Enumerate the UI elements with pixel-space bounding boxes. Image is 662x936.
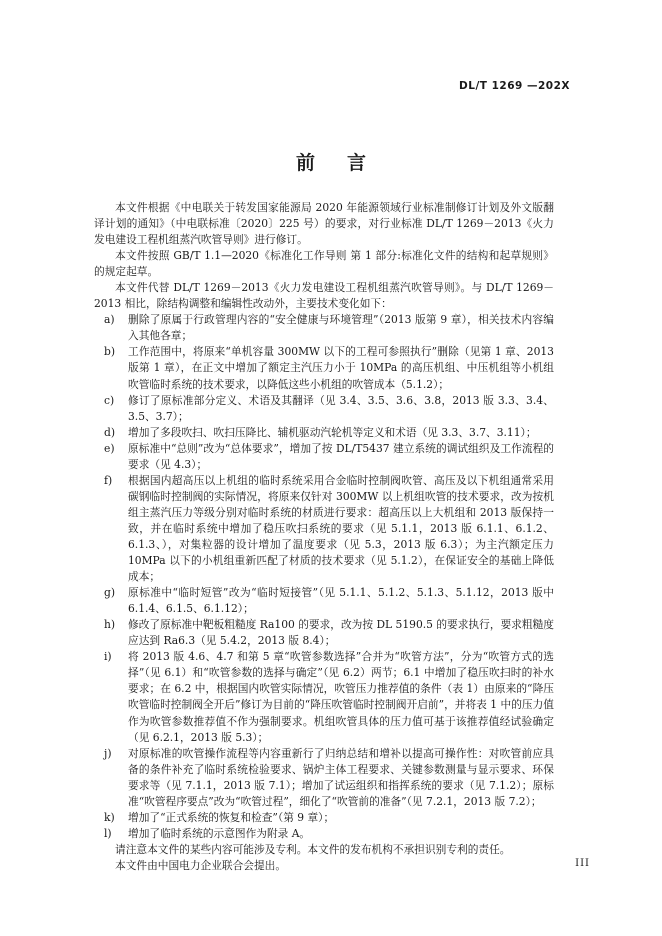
change-item-label: e) bbox=[104, 441, 115, 455]
closing-paragraph: 本文件由中国电力企业联合会提出。 bbox=[115, 858, 287, 872]
change-item-text: 增加了临时系统的示意图作为附录 A。 bbox=[128, 826, 311, 840]
change-item bbox=[94, 649, 554, 745]
change-item-label: f) bbox=[104, 473, 113, 487]
change-item-text: 对原标准的吹管操作流程等内容重新行了归纳总结和增补以提高可操作性：对吹管前应具备的条件补充了临时系统检验要求、锅炉主体工程要求、关键参数测量与显示要求、环保要求等（见 7.1.1，2013 版 7.1）；增加了试运组织和指挥系统的要求（见 7.1.2）；原标准“吹管程序要点”改为“吹管过程”，细化了“吹管前的准备”（见 7.2.1，2013 版 7.2）； bbox=[128, 746, 554, 808]
change-item-text: 增加了多段吹扫、吹扫压降比、辅机驱动汽轮机等定义和术语（见 3.3、3.7、3.11）； bbox=[128, 425, 537, 439]
change-item-text: 根据国内超高压以上机组的临时系统采用合金临时控制阀吹管、高压及以下机组通常采用碳钢临时控制阀的实际情况，将原来仅针对 300MW 以上机组吹管的技术要求，改为按机组主蒸汽压力等级分别对临时系统的材质进行要求：超高压以上大机组和 2013 版保持一致，并在临时系统中增加了稳压吹扫系统的要求（见 5.1.1，2013 版 6.1.1、6.1.2、6.1.3、），对集粒器的设计增加了温度要求（见 5.3，2013 版 6.3）；为主汽额定压力 10MPa 以下的小机组重新匹配了材质的技术要求（见 5.1.2），在保证安全的基础上降低成本； bbox=[128, 473, 554, 584]
change-item bbox=[94, 473, 554, 585]
change-item-label: k) bbox=[104, 810, 115, 824]
change-item-label: j) bbox=[104, 746, 112, 760]
change-item-label: c) bbox=[104, 393, 115, 407]
change-item bbox=[94, 344, 554, 392]
change-item-text: 将 2013 版 4.6、4.7 和第 5 章“吹管参数选择”合并为“吹管方法”，分为“吹管方式的选择”（见 6.1）和“吹管参数的选择与确定”（见 6.2）两节；6.1 中增加了稳压吹扫时的补水要求；在 6.2 中，根据国内吹管实际情况，吹管压力推荐值的条件（表 1）由原来的“降压吹管临时控制阀全开后”修订为目前的“降压吹管临时控制阀开启前”，并将表 1 中的压力值作为吹管参数推荐值不作为强制要求。机组吹管具体的压力值可基于该推荐值经试验确定（见 6.2.1，2013 版 5.3）； bbox=[128, 650, 554, 744]
change-item bbox=[94, 826, 554, 842]
change-item bbox=[94, 441, 554, 473]
change-item bbox=[94, 585, 554, 617]
change-item-text: 原标准中“总则”改为“总体要求”，增加了按 DL/T5437 建立系统的调试组织及工作流程的要求（见 4.3）； bbox=[128, 441, 554, 471]
change-item bbox=[94, 810, 554, 826]
closing-paragraph: 请注意本文件的某些内容可能涉及专利。本文件的发布机构不承担识别专利的责任。 bbox=[115, 842, 511, 856]
intro-paragraph: 本文件代替 DL/T 1269－2013《火力发电建设工程机组蒸汽吹管导则》。与 DL/T 1269－2013 相比，除结构调整和编辑性改动外，主要技术变化如下： bbox=[94, 281, 554, 311]
intro-paragraph: 本文件根据《中电联关于转发国家能源局 2020 年能源领域行业标准制修订计划及外文版翻译计划的通知》（中电联标准〔2020〕225 号）的要求，对行业标准 DL/T 1269－2013《火力发电建设工程机组蒸汽吹管导则》进行修订。 bbox=[94, 201, 554, 247]
change-item-label: d) bbox=[104, 425, 116, 439]
change-item-label: a) bbox=[104, 313, 115, 327]
page-title: 前言 bbox=[295, 152, 398, 174]
change-item-label: i) bbox=[104, 650, 112, 664]
change-item-text: 工作范围中，将原来“单机容量 300MW 以下的工程可参照执行”删除（见第 1 章、2013 版第 1 章），在正文中增加了额定主汽压力小于 10MPa 的高压机组、中压机组等小机组吹管临时系统的技术要求，以降低这些小机组的吹管成本（5.1.2）； bbox=[128, 345, 554, 391]
change-item-label: b) bbox=[104, 345, 116, 359]
change-item-label: h) bbox=[104, 618, 116, 632]
document-code: DL/T 1269 —202X bbox=[459, 80, 570, 92]
change-item-text: 修订了原标准部分定义、术语及其翻译（见 3.4、3.5、3.6、3.8，2013 版 3.3、3.4、3.5、3.7）； bbox=[128, 393, 554, 423]
change-item-label: g) bbox=[104, 586, 116, 600]
change-item-text: 修改了原标准中靶板粗糙度 Ra100 的要求，改为按 DL 5190.5 的要求执行，要求粗糙度应达到 Ra6.3（见 5.4.2，2013 版 8.4）； bbox=[128, 618, 554, 648]
change-item bbox=[94, 312, 554, 344]
intro-paragraph: 本文件按照 GB/T 1.1—2020《标准化工作导则 第 1 部分:标准化文件的结构和起草规则》的规定起草。 bbox=[94, 249, 554, 279]
page-number: III bbox=[575, 858, 590, 869]
change-item bbox=[94, 425, 554, 441]
change-item-label: l) bbox=[104, 826, 112, 840]
change-item-text: 增加了“正式系统的恢复和检查”（第 9 章）； bbox=[128, 810, 335, 824]
change-item bbox=[94, 393, 554, 425]
change-item bbox=[94, 617, 554, 649]
change-item-text: 原标准中“临时短管”改为“临时短接管”（见 5.1.1、5.1.2、5.1.3、5.1.12，2013 版中 6.1.4、6.1.5、6.1.12）； bbox=[128, 586, 554, 616]
change-item-text: 删除了原属于行政管理内容的“安全健康与环境管理”（2013 版第 9 章），相关技术内容编入其他各章； bbox=[128, 313, 554, 343]
document-body bbox=[94, 200, 554, 874]
change-item bbox=[94, 746, 554, 810]
